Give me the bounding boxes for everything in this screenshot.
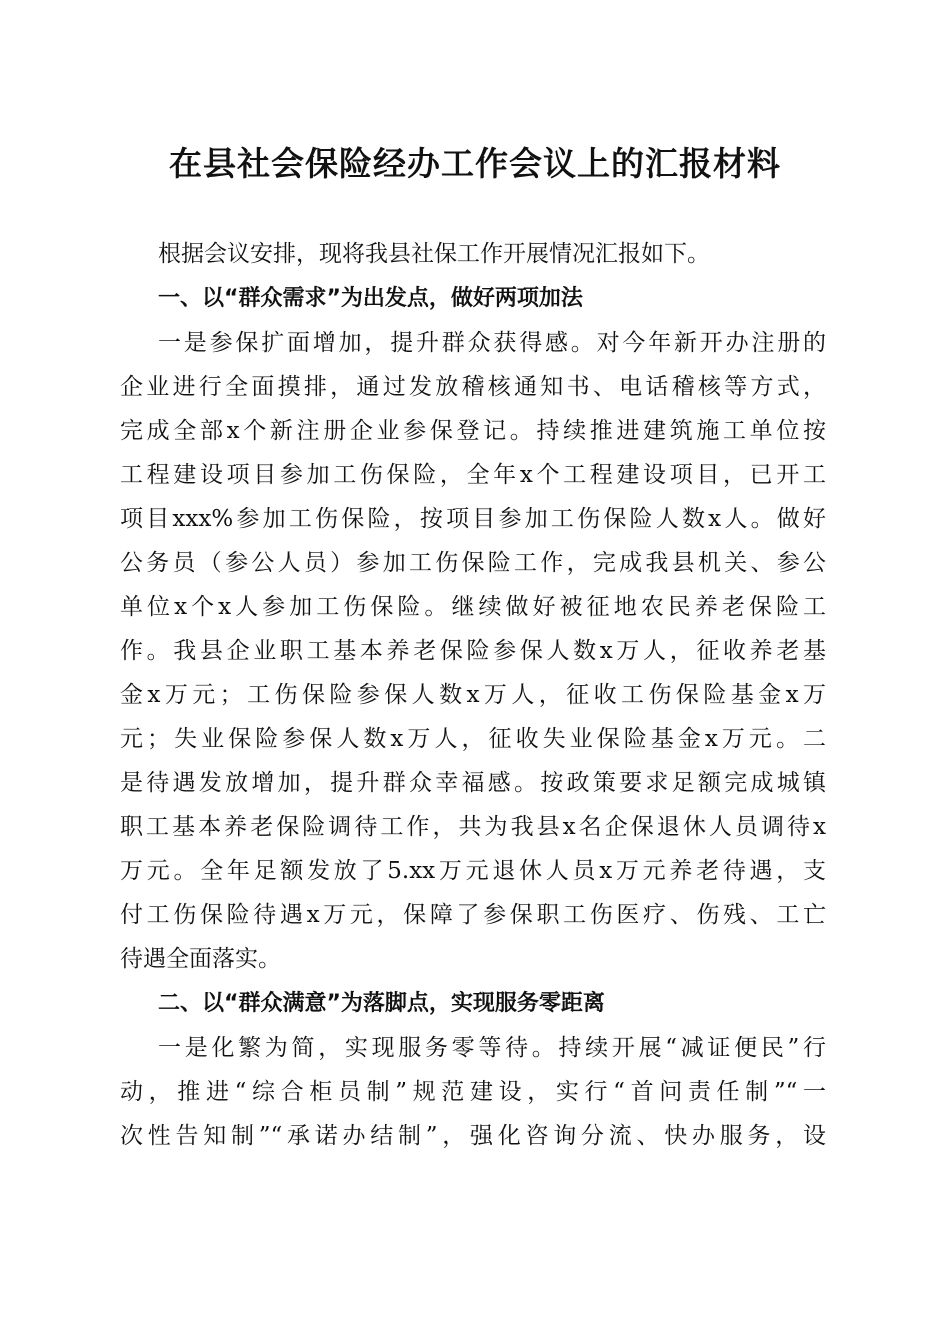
text-line: 万元。全年足额发放了5.xx万元退休人员x万元养老待遇，支 [120, 858, 826, 884]
section-heading-2: 二、以“群众满意”为落脚点，实现服务零距离 [158, 991, 605, 1016]
text-line: 一是参保扩面增加，提升群众获得感。对今年新开办注册的 [158, 330, 826, 356]
text-line: 付工伤保险待遇x万元，保障了参保职工伤医疗、伤残、工亡 [120, 902, 826, 928]
document-title: 在县社会保险经办工作会议上的汇报材料 [169, 144, 781, 183]
text-line: 作。我县企业职工基本养老保险参保人数x万人，征收养老基 [120, 638, 826, 664]
text-line: 金x万元；工伤保险参保人数x万人，征收工伤保险基金x万 [120, 682, 826, 708]
text-line: 待遇全面落实。 [120, 946, 281, 972]
text-line: 项目xxx%参加工伤保险，按项目参加工伤保险人数x人。做好 [120, 506, 826, 532]
text-line: 动，推进“综合柜员制”规范建设，实行“首问责任制”“一 [120, 1079, 826, 1105]
text-line: 公务员（参公人员）参加工伤保险工作，完成我县机关、参公 [120, 550, 826, 576]
text-line: 企业进行全面摸排，通过发放稽核通知书、电话稽核等方式， [120, 374, 826, 400]
section-1-paragraph [120, 321, 826, 981]
text-line: 是待遇发放增加，提升群众幸福感。按政策要求足额完成城镇 [120, 770, 826, 796]
section-2-paragraph [120, 1026, 826, 1158]
text-line: 单位x个x人参加工伤保险。继续做好被征地农民养老保险工 [120, 594, 826, 620]
text-line: 元；失业保险参保人数x万人，征收失业保险基金x万元。二 [120, 726, 826, 752]
text-line: 工程建设项目参加工伤保险，全年x个工程建设项目，已开工 [120, 462, 826, 488]
section-heading-1: 一、以“群众需求”为出发点，做好两项加法 [158, 286, 583, 311]
text-line: 完成全部x个新注册企业参保登记。持续推进建筑施工单位按 [120, 418, 826, 444]
text-line: 次性告知制”“承诺办结制”，强化咨询分流、快办服务，设 [120, 1123, 826, 1149]
text-line: 一是化繁为简，实现服务零等待。持续开展“减证便民”行 [158, 1035, 826, 1061]
intro-paragraph: 根据会议安排，现将我县社保工作开展情况汇报如下。 [158, 241, 710, 267]
document-body [120, 232, 826, 1158]
text-line: 职工基本养老保险调待工作，共为我县x名企保退休人员调待x [120, 814, 826, 840]
